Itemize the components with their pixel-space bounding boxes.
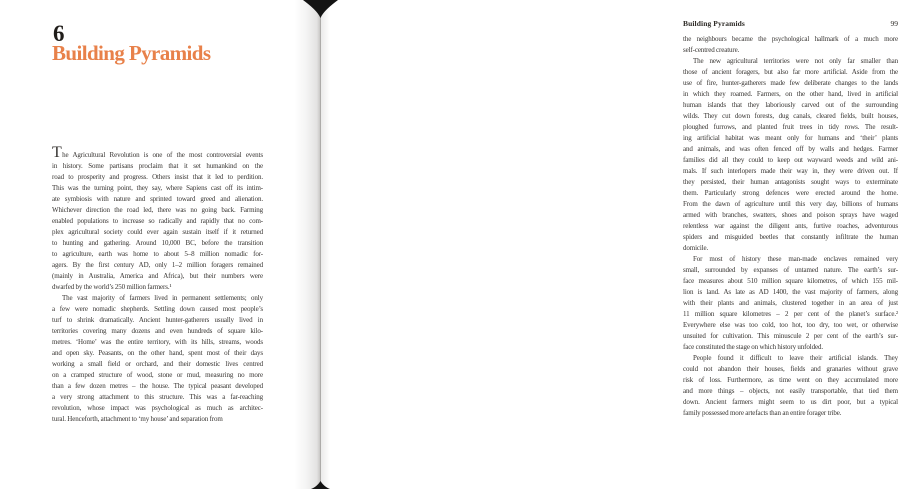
book-cover-notch-bottom-icon bbox=[311, 481, 330, 489]
text-line: enabled populations to increase so radically and rapidly that no com- bbox=[52, 217, 263, 225]
text-line: wilds. They cut down forests, dug canals, cleared fields, built houses, bbox=[683, 112, 898, 120]
text-line: and more things – objects, not easily transportable, that tied them bbox=[683, 387, 898, 395]
text-line: (mainly in Australia, America and Africa), but their numbers were bbox=[52, 272, 263, 280]
chapter-number: 6 bbox=[53, 21, 65, 46]
right-page bbox=[320, 0, 898, 489]
text-line: human islands that they laboriously carved out of the surrounding bbox=[683, 101, 898, 109]
text-line: could not abandon their houses, fields and granaries without grave bbox=[683, 365, 898, 373]
text-line: For most of history these man-made enclaves remained very bbox=[693, 255, 898, 263]
text-line: road to prosperity and progress. Others insist that it led to perdition. bbox=[52, 173, 263, 181]
text-line: a few were nomadic shepherds. Settling down caused most people’s bbox=[52, 305, 263, 313]
text-line: This was the turning point, they say, where Sapiens cast off its intim- bbox=[52, 184, 263, 192]
text-line: on a cramped structure of wood, stone or mud, measuring no more bbox=[52, 371, 263, 379]
text-line: 11 million square kilometres – 2 per cent of the planet’s surface.² bbox=[683, 310, 898, 318]
text-line: dwarfed by the world’s 250 million farmers.¹ bbox=[52, 283, 172, 291]
text-line: spiders and misguided beetles that constantly infiltrate the human bbox=[683, 233, 898, 241]
text-line: down. Ancient farmers might seem to us dirt poor, but a typical bbox=[683, 398, 898, 406]
text-line: those of ancient foragers, but also far more artificial. Aside from the bbox=[683, 68, 898, 76]
text-line: use of fire, hunter-gatherers made few deliberate changes to the lands bbox=[683, 79, 898, 87]
text-line: a very strong attachment to this structure. This was a far-reaching bbox=[52, 393, 263, 401]
text-line: domicile. bbox=[683, 244, 709, 252]
text-line: mals. If such interlopers made their way in, they were driven out. If bbox=[683, 167, 898, 175]
text-line: unsuited for cultivation. This minuscule 2 per cent of the earth’s sur- bbox=[683, 332, 898, 340]
running-header-title: Building Pyramids bbox=[683, 19, 745, 28]
text-line: and open sky. Peasants, on the other hand, spent most of their days bbox=[52, 349, 263, 357]
text-line: Whichever direction the road led, there was no going back. Farming bbox=[52, 206, 263, 214]
text-line: The Agricultural Revolution is one of the most controversial events bbox=[52, 144, 263, 161]
running-header bbox=[683, 19, 898, 28]
text-line: plex agricultural society could ever again sustain itself if it returned bbox=[52, 228, 263, 236]
text-line: From the dawn of agriculture until this very day, billions of humans bbox=[683, 200, 898, 208]
text-line: they persisted, their human antagonists sought ways to exterminate bbox=[683, 178, 898, 186]
text-line: The new agricultural territories were not only far smaller than bbox=[693, 57, 898, 65]
text-line: than a few dozen metres – the house. The typical peasant developed bbox=[52, 382, 263, 390]
right-page-text bbox=[683, 34, 898, 419]
text-line: The vast majority of farmers lived in permanent settlements; only bbox=[62, 294, 263, 302]
text-line: Everywhere else was too cold, too hot, too dry, too wet, or otherwise bbox=[683, 321, 898, 329]
chapter-title: Building Pyramids bbox=[52, 41, 211, 65]
drop-cap: T bbox=[52, 144, 62, 161]
text-line: turf to shrink dramatically. Ancient hunter-gatherers usually lived in bbox=[52, 316, 263, 324]
text-line: armed with branches, swatters, shoes and poison sprays have waged bbox=[683, 211, 898, 219]
text-line: risk of loss. Furthermore, as time went on they accumulated more bbox=[683, 376, 898, 384]
text-line: the neighbours became the psychological hallmark of a much more bbox=[683, 35, 898, 43]
text-line: lion is land. As late as AD 1400, the vast majority of farmers, along bbox=[683, 288, 898, 296]
text-line: families did all they could to keep out wayward weeds and wild ani- bbox=[683, 156, 898, 164]
left-page bbox=[0, 0, 320, 489]
text-line: relentless war against the diligent ants, furtive roaches, adventurous bbox=[683, 222, 898, 230]
text-line: to agriculture, earth was home to about 5–8 million nomadic for- bbox=[52, 250, 263, 258]
text-line: in history. Some partisans proclaim that it set humankind on the bbox=[52, 162, 263, 170]
text-line: ing artificial habitat was meant only for humans and ‘their’ plants bbox=[683, 134, 898, 142]
text-line: agers. By the first century AD, only 1–2 million foragers remained bbox=[52, 261, 263, 269]
text-line: working a small field or orchard, and their domestic lives centred bbox=[52, 360, 263, 368]
left-page-text bbox=[52, 144, 263, 425]
text-line: with their plants and animals, clustered together in an area of just bbox=[683, 299, 898, 307]
text-line: self-centred creature. bbox=[683, 46, 740, 54]
text-line: tural. Henceforth, attachment to ‘my house’ and separation from bbox=[52, 415, 223, 423]
text-line: family possessed more artefacts than an entire forager tribe. bbox=[683, 409, 842, 417]
text-line: territories covering many dozens and even hundreds of square kilo- bbox=[52, 327, 263, 335]
text-line: to hunting and gathering. Around 10,000 BC, before the transition bbox=[52, 239, 263, 247]
text-line: revolution, whose impact was psychological as much as architec- bbox=[52, 404, 263, 412]
text-line: face constituted the stage on which history unfolded. bbox=[683, 343, 823, 351]
text-line: small, surrounded by expanses of untamed nature. The earth’s sur- bbox=[683, 266, 898, 274]
text-line: them. Particularly strong defences were erected around the home. bbox=[683, 189, 898, 197]
text-line: ate symbiosis with nature and sprinted toward greed and alienation. bbox=[52, 195, 263, 203]
text-line: and animals, and was often fenced off by walls and hedges. Farmer bbox=[683, 145, 898, 153]
book-cover-notch-top-icon bbox=[303, 0, 338, 18]
text-line: People found it difficult to leave their artificial islands. They bbox=[693, 354, 898, 362]
page-number: 99 bbox=[890, 19, 898, 28]
text-line: in which they roamed. Farmers, on the other hand, lived in artificial bbox=[683, 90, 898, 98]
text-line: face measures about 510 million square kilometres, of which 155 mil- bbox=[683, 277, 898, 285]
text-line: metres. ‘Home’ was the entire territory, with its hills, streams, woods bbox=[52, 338, 263, 346]
text-line: ploughed furrows, and planted fruit trees in tidy rows. The result- bbox=[683, 123, 898, 131]
